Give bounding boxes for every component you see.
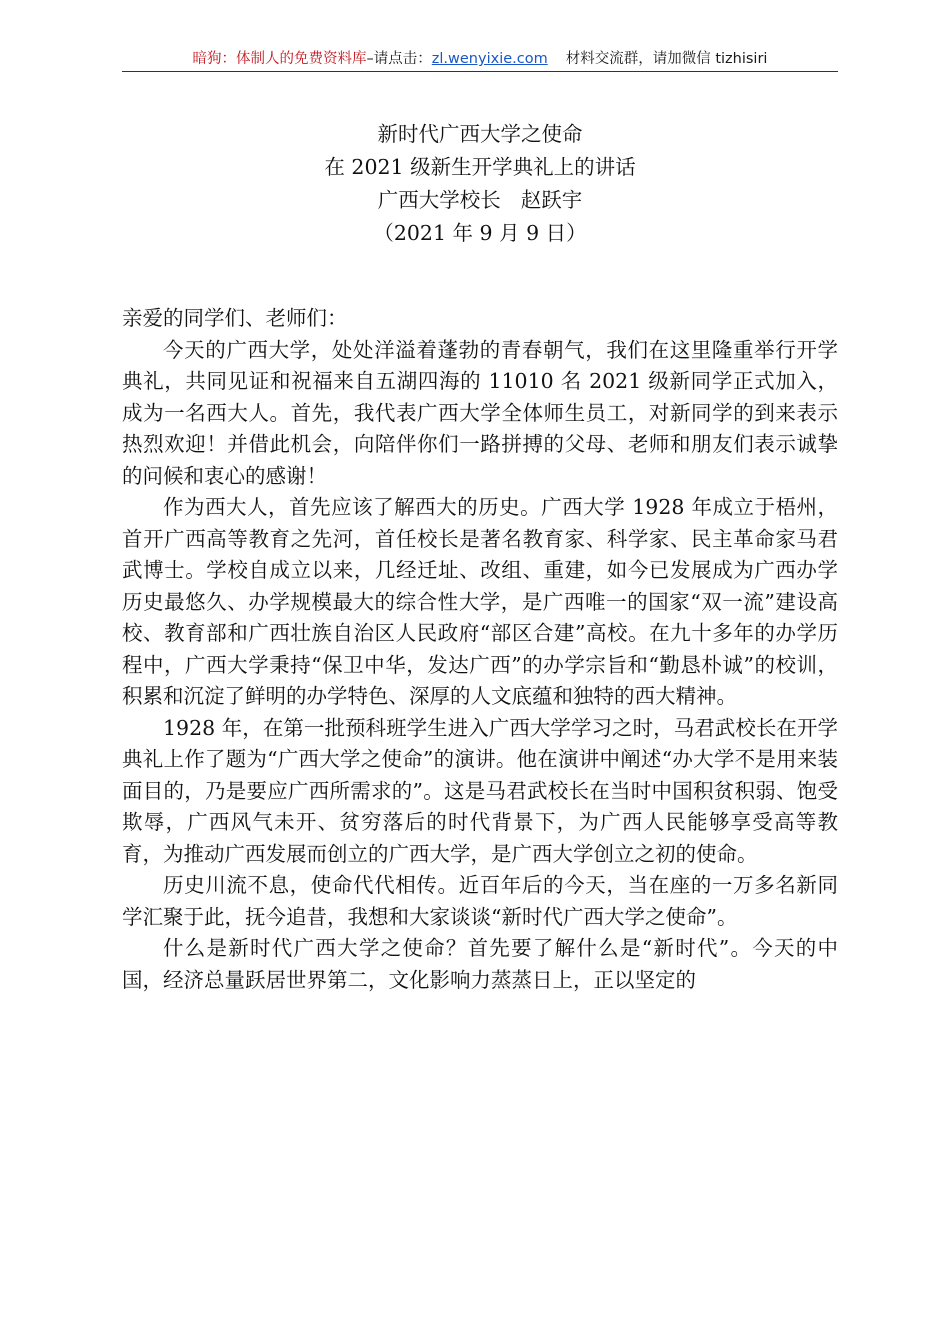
header-link[interactable]: zl.wenyixie.com [431, 51, 548, 67]
speech-title: 新时代广西大学之使命 [377, 122, 583, 146]
speaker-line [122, 184, 838, 217]
paragraph: 什么是新时代广西大学之使命？首先要了解什么是“新时代”。今天的中国，经济总量跃居世界第二，文化影响力蒸蒸日上，正以坚定的 [122, 936, 838, 992]
speaker-role: 广西大学校长 [377, 188, 501, 212]
paragraph: 历史川流不息，使命代代相传。近百年后的今天，当在座的一万多名新同学汇聚于此，抚今追昔，我想和大家谈谈“新时代广西大学之使命”。 [122, 873, 838, 929]
header-brand: 暗狗：体制人的免费资料库 [192, 51, 367, 67]
header-prompt: –请点击： [366, 51, 432, 67]
paragraph: 1928 年，在第一批预科班学生进入广西大学学习之时，马君武校长在开学典礼上作了题为“广西大学之使命”的演讲。他在演讲中阐述“办大学不是用来装面目的，乃是要应广西所需求的”。这是马君武校长在当时中国积贫积弱、饱受欺辱，广西风气未开、贫穷落后的时代背景下，为广西人民能够享受高等教育，为推动广西发展而创立的广西大学，是广西大学创立之初的使命。 [122, 715, 838, 866]
salutation: 亲爱的同学们、老师们： [122, 306, 348, 330]
paragraph: 作为西大人，首先应该了解西大的历史。广西大学 1928 年成立于梧州，首开广西高等教育之先河，首任校长是著名教育家、科学家、民主革命家马君武博士。学校自成立以来，几经迁址、改组、重建，如今已发展成为广西办学历史最悠久、办学规模最大的综合性大学，是广西唯一的国家“双一流”建设高校、教育部和广西壮族自治区人民政府“部区合建”高校。在九十多年的办学历程中，广西大学秉持“保卫中华，发达广西”的办学宗旨和“勤恳朴诚”的校训，积累和沉淀了鲜明的办学特色、深厚的人文底蕴和独特的西大精神。 [122, 495, 838, 708]
header-contact: 材料交流群，请加微信 tizhisiri [565, 51, 768, 67]
paragraph: 今天的广西大学，处处洋溢着蓬勃的青春朝气，我们在这里隆重举行开学典礼，共同见证和祝福来自五湖四海的 11010 名 2021 级新同学正式加入，成为一名西大人。首先，我代表广西大学全体师生员工，对新同学的到来表示热烈欢迎！并借此机会，向陪伴你们一路拼搏的父母、老师和朋友们表示诚挚的问候和衷心的感谢！ [122, 337, 838, 488]
speech-subtitle: 在 2021 级新生开学典礼上的讲话 [324, 155, 636, 179]
header-divider [122, 71, 838, 72]
title-block [122, 118, 838, 250]
speech-body [122, 303, 838, 996]
page-header [122, 50, 838, 68]
speech-date: （2021 年 9 月 9 日） [373, 221, 587, 245]
speaker-name: 赵跃宇 [520, 188, 583, 212]
